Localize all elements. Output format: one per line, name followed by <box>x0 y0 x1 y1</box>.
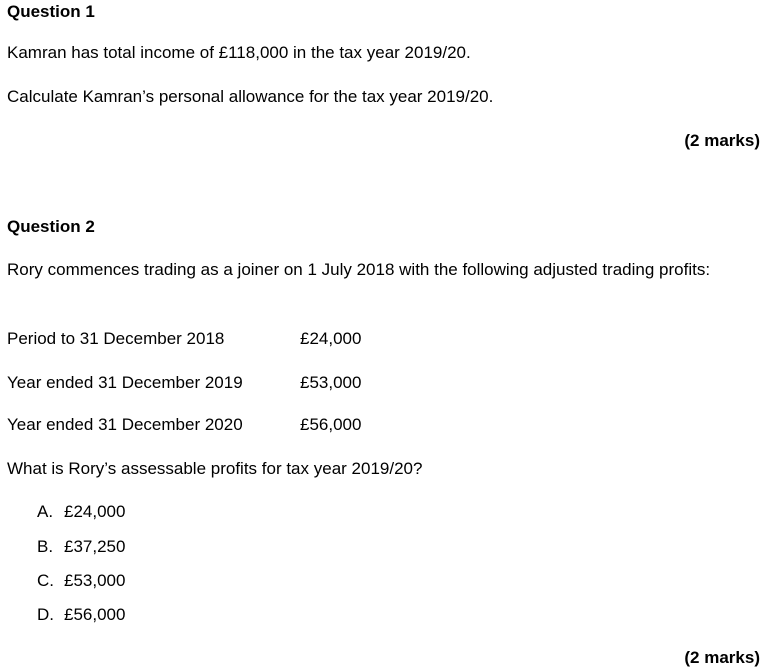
profit-period: Year ended 31 December 2019 <box>7 373 243 392</box>
question-1-marks: (2 marks) <box>684 131 760 150</box>
question-1-text: Kamran has total income of £118,000 in the tax year 2019/20. <box>7 43 471 62</box>
profit-amount: £56,000 <box>300 415 362 434</box>
profit-period: Year ended 31 December 2020 <box>7 415 243 434</box>
option-b-text: £37,250 <box>64 537 126 556</box>
profit-amount: £24,000 <box>300 329 362 348</box>
question-1-instruction: Calculate Kamran’s personal allowance for the tax year 2019/20. <box>7 87 494 106</box>
option-c-text: £53,000 <box>64 571 126 590</box>
option-a-letter: A. <box>37 502 54 521</box>
option-c-letter: C. <box>37 571 54 590</box>
profit-amount: £53,000 <box>300 373 362 392</box>
question-2-intro: Rory commences trading as a joiner on 1 July 2018 with the following adjusted trading profits: <box>7 260 711 279</box>
profit-period: Period to 31 December 2018 <box>7 329 225 348</box>
question-1-heading: Question 1 <box>7 2 95 21</box>
option-a-text: £24,000 <box>64 502 126 521</box>
question-2-question: What is Rory’s assessable profits for tax year 2019/20? <box>7 459 423 478</box>
option-d-text: £56,000 <box>64 605 126 624</box>
option-d-letter: D. <box>37 605 54 624</box>
question-2-heading: Question 2 <box>7 217 95 236</box>
option-b-letter: B. <box>37 537 54 556</box>
question-2-marks: (2 marks) <box>684 648 760 667</box>
